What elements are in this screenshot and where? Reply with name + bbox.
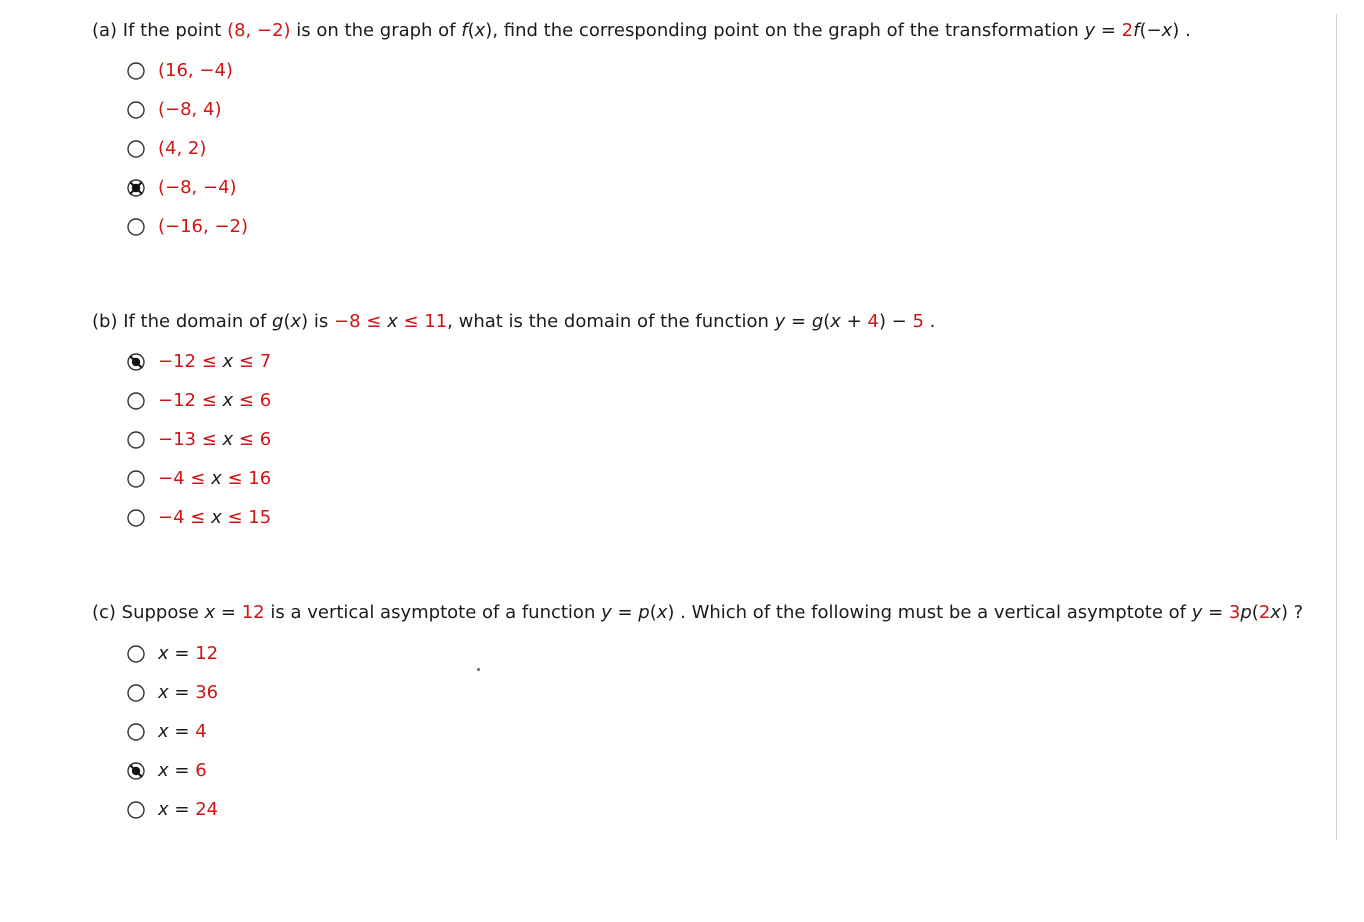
math-tail: . [923,311,936,332]
math-y: y [601,602,612,623]
radio-empty-icon[interactable] [126,391,146,411]
option-upper: ≤ 15 [221,507,272,528]
option-lower: −13 ≤ [158,429,223,450]
radio-empty-icon[interactable] [126,644,146,664]
math-tail: ) ? [1280,602,1304,623]
part-a-option-3[interactable] [126,138,206,160]
radio-empty-icon[interactable] [126,800,146,820]
math-tail: ) . [1172,20,1191,41]
math-x: x [158,760,169,781]
question-a-text-3: , find the corresponding point on the graph of the transformation [492,20,1085,41]
question-c-text: (c) Suppose [92,602,205,623]
option-value: (16, −4) [158,60,233,81]
part-c-option-1[interactable] [126,643,218,665]
math-eq: = [1095,20,1122,41]
math-paren: ( [1251,602,1259,623]
math-eq: = [785,311,812,332]
option-label [158,216,248,238]
math-p: p [1240,602,1252,623]
math-y: y [774,311,786,332]
option-upper: ≤ 6 [233,390,272,411]
option-lower: −4 ≤ [158,468,212,489]
option-label [158,721,207,743]
math-x: x [158,643,169,664]
radio-empty-icon[interactable] [126,508,146,528]
option-lower: −12 ≤ [158,390,223,411]
radio-empty-icon[interactable] [126,139,146,159]
option-value: (−16, −2) [158,216,249,237]
math-y: y [1084,20,1096,41]
part-b-option-2[interactable] [126,390,271,412]
question-a-text-2: is on the graph of [290,20,462,41]
math-x: x [158,721,169,742]
math-x: x [204,602,216,623]
question-c-text-3: ) . Which of the following must be a vertical asymptote of [667,602,1192,623]
math-x: x [656,602,668,623]
math-f: f [461,20,468,41]
math-paren: ( [649,602,657,623]
radio-empty-icon[interactable] [126,683,146,703]
option-value: (−8, −4) [158,177,237,198]
option-label [158,468,271,490]
option-lower: −12 ≤ [158,351,223,372]
part-c-option-2[interactable] [126,682,218,704]
math-x: x [222,390,234,411]
radio-selected-correct-icon[interactable] [126,761,146,781]
option-label [158,429,271,451]
option-value: 24 [195,799,219,820]
math-minus: ) − [878,311,913,332]
math-paren: ) [485,20,493,41]
question-a-text: (a) If the point [92,20,228,41]
math-eq: = [168,799,196,820]
domain-lower: −8 ≤ [334,311,388,332]
part-b-option-5[interactable] [126,507,271,529]
radio-selected-incorrect-icon[interactable] [126,178,146,198]
math-x: x [158,799,169,820]
domain-upper: ≤ 11 [397,311,448,332]
math-shift: 4 [867,311,879,332]
math-x: x [211,507,222,528]
radio-empty-icon[interactable] [126,430,146,450]
math-x: x [222,351,234,372]
part-c-option-4[interactable] [126,760,207,782]
option-label [158,138,206,160]
question-a [92,20,1191,42]
option-upper: ≤ 7 [233,351,272,372]
part-b-option-4[interactable] [126,468,271,490]
math-shift-y: 5 [912,311,924,332]
radio-empty-icon[interactable] [126,469,146,489]
question-b-text: (b) If the domain of [92,311,273,332]
radio-empty-icon[interactable] [126,100,146,120]
option-upper: ≤ 6 [233,429,272,450]
option-label [158,60,233,82]
math-eq: = [215,602,242,623]
stray-dot [477,668,480,671]
option-lower: −4 ≤ [158,507,212,528]
radio-selected-correct-icon[interactable] [126,352,146,372]
math-g: g [811,311,824,332]
math-x: x [158,682,169,703]
math-x: x [1270,602,1281,623]
math-coef-2: 2 [1258,602,1271,623]
part-a-option-4[interactable] [126,177,237,199]
math-p: p [638,602,650,623]
math-g: g [272,311,284,332]
option-value: 12 [195,643,219,664]
option-label [158,760,207,782]
radio-empty-icon[interactable] [126,217,146,237]
option-label [158,643,218,665]
part-a-option-5[interactable] [126,216,248,238]
option-label [158,507,271,529]
part-b-option-3[interactable] [126,429,271,451]
question-c [92,602,1303,624]
part-c-option-5[interactable] [126,799,218,821]
math-eq: = [168,682,196,703]
asymptote-value: 12 [241,602,265,623]
question-c-text-2: is a vertical asymptote of a function [264,602,602,623]
option-value: 4 [195,721,207,742]
math-coef: 2 [1121,20,1134,41]
option-label [158,177,237,199]
math-x: x [1161,20,1173,41]
radio-empty-icon[interactable] [126,61,146,81]
radio-empty-icon[interactable] [126,722,146,742]
question-b-text-2: ) is [301,311,335,332]
math-eq: = [168,760,196,781]
option-value: 6 [195,760,207,781]
math-paren: ( [283,311,291,332]
math-x: x [474,20,486,41]
math-x: x [211,468,222,489]
option-label [158,99,221,121]
math-y: y [1191,602,1203,623]
math-x: x [290,311,302,332]
math-x: x [222,429,234,450]
option-label [158,799,218,821]
math-paren: ( [823,311,831,332]
option-value: (−8, 4) [158,99,222,120]
math-plus: + [840,311,868,332]
math-f: f [1133,20,1140,41]
math-paren: ( [467,20,475,41]
math-x: x [830,311,841,332]
question-a-point: (8, −2) [227,20,291,41]
option-upper: ≤ 16 [221,468,272,489]
math-eq: = [168,721,196,742]
math-eq: = [611,602,639,623]
math-x: x [387,311,398,332]
option-label [158,351,271,373]
math-coef: 3 [1228,602,1241,623]
part-b-option-1[interactable] [126,351,271,373]
option-value: 36 [195,682,219,703]
part-c-option-3[interactable] [126,721,207,743]
question-b-text-3: , what is the domain of the function [447,311,775,332]
math-paren: (− [1139,20,1162,41]
option-label [158,390,271,412]
part-a-option-1[interactable] [126,60,233,82]
right-divider [1336,14,1337,840]
part-a-option-2[interactable] [126,99,221,121]
question-b [92,311,935,333]
math-eq: = [1202,602,1229,623]
math-eq: = [168,643,196,664]
option-label [158,682,218,704]
option-value: (4, 2) [158,138,207,159]
